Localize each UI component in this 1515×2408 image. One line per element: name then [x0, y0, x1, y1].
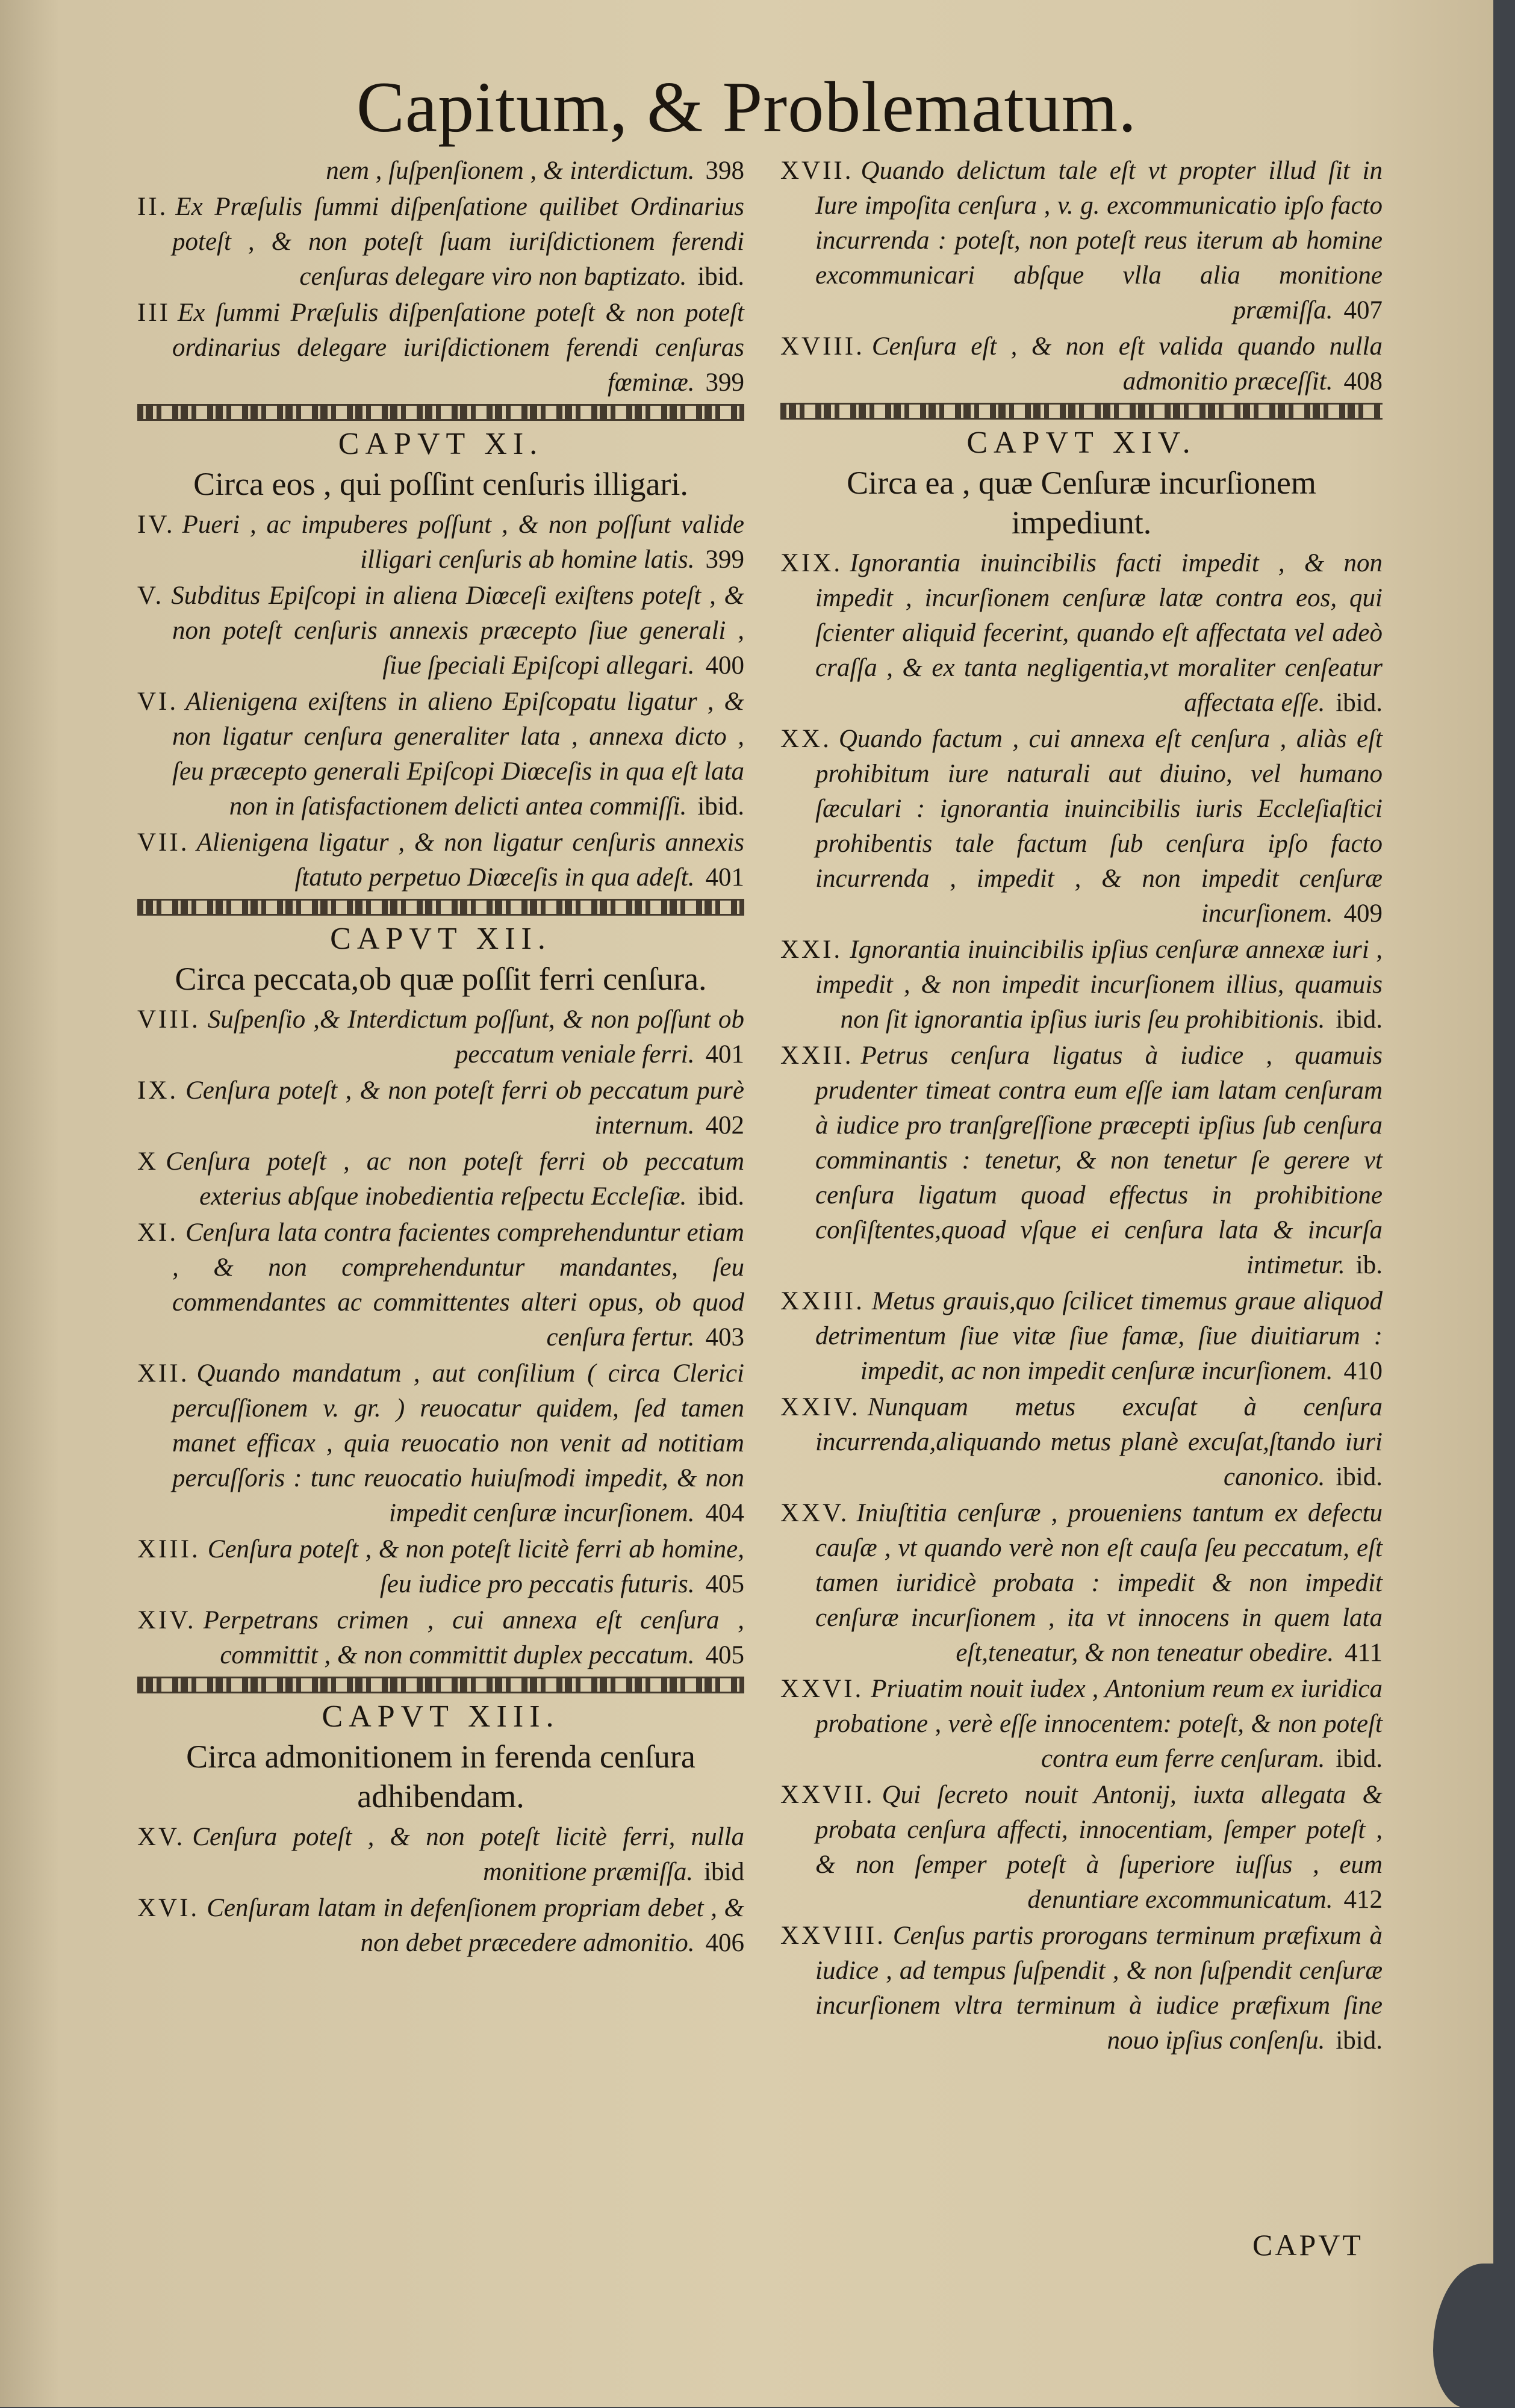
entry-number: XXIV.	[780, 1393, 860, 1421]
entry-text: Nunquam metus excuſat à cenſura incurrenda,aliquando metus planè excuſat,ſtando iuri canonico.	[815, 1393, 1383, 1491]
page-reference: 401	[705, 863, 744, 892]
entry-text: Cenſura lata contra facientes comprehenduntur etiam , & non comprehenduntur mandantes, ſeu commendantes ac committentes alteri opus, ob quod cenſura fertur.	[172, 1218, 744, 1351]
index-entry	[137, 825, 744, 895]
entry-text: Pueri , ac impuberes poſſunt , & non poſſunt valide illigari cenſuris ab homine latis.	[182, 510, 744, 574]
chapter-heading: Circa ea , quæ Cenſuræ incurſionem impediunt.	[847, 465, 1316, 541]
index-entry	[137, 1356, 744, 1531]
index-entry	[780, 1390, 1383, 1495]
entry-number: XII.	[137, 1359, 190, 1388]
index-entry	[137, 1215, 744, 1355]
index-entry	[137, 1532, 744, 1602]
index-entry	[137, 296, 744, 400]
entry-text: Iniuſtitia cenſuræ , proueniens tantum ex defectu cauſæ , vt quando verè non eſt cauſa ſeu peccatum, eſt tamen iuridicè probata : impedit & non impedit cenſuræ incurſionem , ita vt innocens in quem lata eſt,teneatur, & non teneatur obedire.	[815, 1499, 1383, 1667]
entry-text: Cenſura poteſt , & non poteſt ferri ob peccatum purè internum.	[185, 1076, 744, 1140]
entry-number: XV.	[137, 1823, 185, 1851]
index-entry	[780, 1919, 1383, 2058]
entry-text: Cenſura poteſt , & non poteſt licitè ferri, nulla monitione præmiſſa.	[192, 1823, 744, 1886]
index-entry	[780, 722, 1383, 931]
page-reference: 400	[705, 651, 744, 680]
entry-number: XXVI.	[780, 1675, 864, 1703]
entry-number: IV.	[137, 510, 175, 539]
index-entry	[137, 579, 744, 683]
entry-text: Ignorantia inuincibilis facti impedit , & non impedit , incurſionem cenſuræ latæ contra eos, qui ſcienter aliquid fecerint, quando eſt affectata vel adeò craſſa , & ex tanta negligentia,vt moraliter cenſeatur affectata eſſe.	[815, 549, 1383, 717]
entry-number: XIV.	[137, 1606, 196, 1634]
entry-text: Cenſus partis prorogans terminum præfixum à iudice , ad tempus ſuſpendit , & non ſuſpendit cenſuræ incurſionem vltra terminum à iudice præfixum ſine nouo ipſius conſenſu.	[815, 1922, 1383, 2055]
chapter-heading: Circa admonitionem in ferenda cenſura adhibendam.	[186, 1739, 695, 1814]
page-reference: 412	[1343, 1885, 1383, 1914]
index-entry	[137, 154, 744, 188]
entry-number: XXIII.	[780, 1287, 865, 1315]
page-reference: 408	[1343, 367, 1383, 396]
entry-text: Priuatim nouit iudex , Antonium reum ex iuridica probatione , verè eſſe innocentem: poteſt, & non poteſt contra eum ferre cenſuram.	[815, 1675, 1383, 1773]
page-reference: 407	[1343, 296, 1383, 324]
index-entry	[137, 1144, 744, 1214]
entry-text: Quando factum , cui annexa eſt cenſura , aliàs eſt prohibitum iure naturali aut diuino, vel humano ſæculari : ignorantia inuincibilis iuris Eccleſiaſtici prohibentis tale factum ſub cenſura ipſo facto incurrenda , impedit , & non impedit cenſuræ incurſionem.	[815, 725, 1383, 928]
page-reference: ibid.	[697, 792, 744, 821]
ornament-divider	[780, 403, 1383, 420]
page-reference: ibid.	[1336, 1005, 1383, 1034]
page-reference: 401	[705, 1040, 744, 1069]
page-reference: 409	[1343, 899, 1383, 928]
entry-text: Subditus Epiſcopi in aliena Diœceſi exiſtens poteſt , & non poteſt cenſuris annexis præcepto ſiue generali , ſiue ſpeciali Epiſcopi allegari.	[171, 582, 744, 680]
entry-number: XXVIII.	[780, 1922, 886, 1950]
entry-text: nem , ſuſpenſionem , & interdictum.	[326, 157, 695, 185]
chapter-heading: Circa peccata,ob quæ poſſit ferri cenſura.	[175, 961, 707, 997]
page-reference: 404	[705, 1499, 744, 1527]
entry-text: Alienigena ligatur , & non ligatur cenſuris annexis ſtatuto perpetuo Diœceſis in qua adeſt.	[196, 828, 744, 892]
page-reference: 402	[705, 1111, 744, 1140]
left-column	[137, 154, 744, 1962]
entry-number: XX.	[780, 725, 832, 753]
entry-text: Petrus cenſura ligatus à iudice , quamuis prudenter timeat contra eum eſſe iam latam cenſuram à iudice pro tranſgreſſione præcepti ipſius ſub cenſura comminantis : tenetur, & non tenetur ſe gerere vt cenſura ligatum quoad effectus in prohibitione conſiſtentes,quoad vſque ei cenſura lata & incurſa intimetur.	[815, 1041, 1383, 1279]
catchword: CAPVT	[1252, 2228, 1363, 2262]
index-entry	[137, 1073, 744, 1143]
entry-number: X	[137, 1147, 159, 1176]
entry-number: XXV.	[780, 1499, 850, 1527]
chapter-label: CAPVT XII.	[330, 922, 552, 956]
index-entry	[780, 546, 1383, 721]
entry-text: Quando delictum tale eſt vt propter illud ſit in Iure impoſita cenſura , v. g. excommunicatio ipſo facto incurrenda : poteſt, non poteſt reus iterum ab homine excommunicari abſque vlla alia monitione præmiſſa.	[815, 157, 1383, 324]
index-entry	[137, 190, 744, 294]
entry-text: Cenſura poteſt , & non poteſt licitè ferri ab homine, ſeu iudice pro peccatis futuris.	[207, 1535, 744, 1598]
ornament-divider	[137, 899, 744, 916]
entry-number: II.	[137, 193, 169, 221]
right-column	[780, 154, 1383, 2059]
chapter-heading: Circa eos , qui poſſint cenſuris illigari.	[193, 466, 688, 502]
index-entry	[137, 1820, 744, 1890]
entry-number: XXII.	[780, 1041, 854, 1070]
index-entry	[780, 1284, 1383, 1389]
entry-number: XXI.	[780, 936, 843, 964]
entry-text: Quando mandatum , aut conſilium ( circa Clerici percuſſionem v. gr. ) reuocatur quidem, ſed tamen manet efficax , quia reuocatio non venit ad notitiam percuſſoris : tunc reuocatio huiuſmodi impedit, & non impedit cenſuræ incurſionem.	[172, 1359, 744, 1527]
page-reference: 405	[705, 1641, 744, 1669]
page-reference: 406	[705, 1929, 744, 1957]
entry-text: Suſpenſio ,& Interdictum poſſunt, & non poſſunt ob peccatum veniale ferri.	[207, 1005, 744, 1069]
page-reference: 410	[1343, 1357, 1383, 1385]
index-entry	[780, 154, 1383, 328]
entry-text: Perpetrans crimen , cui annexa eſt cenſura , committit , & non committit duplex peccatum.	[203, 1606, 744, 1669]
index-entry	[137, 684, 744, 824]
entry-text: Metus grauis,quo ſcilicet timemus graue aliquod detrimentum ſiue vitæ ſiue famæ, ſiue diuitiarum : impedit, ac non impedit cenſuræ incurſionem.	[815, 1287, 1383, 1385]
page-reference: 399	[705, 368, 744, 397]
index-entry	[137, 1891, 744, 1961]
page-reference: ibid.	[697, 262, 744, 291]
index-entry	[780, 932, 1383, 1037]
entry-number: VII.	[137, 828, 190, 857]
page-reference: 403	[705, 1323, 744, 1351]
entry-text: Ex ſummi Præſulis diſpenſatione poteſt & non poteſt ordinarius delegare iuriſdictionem ferendi cenſuras fœminæ.	[172, 299, 744, 397]
page-reference: ib.	[1355, 1251, 1383, 1279]
entry-number: V.	[137, 582, 164, 610]
entry-number: VI.	[137, 687, 179, 716]
entry-text: Cenſura poteſt , ac non poteſt ferri ob peccatum exterius abſque inobedientia reſpectu Eccleſiæ.	[166, 1147, 744, 1211]
index-entry	[137, 1603, 744, 1673]
entry-text: Ex Præſulis ſummi diſpenſatione quilibet Ordinarius poteſt , & non poteſt ſuam iuriſdictionem ferendi cenſuras delegare viro non baptizato.	[172, 193, 744, 291]
page-reference: ibid.	[697, 1182, 744, 1211]
entry-number: XVII.	[780, 157, 854, 185]
chapter-label: CAPVT XIV.	[966, 426, 1196, 460]
entry-number: III	[137, 299, 170, 327]
ornament-divider	[137, 1677, 744, 1693]
page-reference: 398	[705, 157, 744, 185]
chapter-label: CAPVT XIII.	[322, 1699, 560, 1734]
page-reference: 405	[705, 1570, 744, 1598]
index-entry	[780, 1778, 1383, 1917]
entry-text: Ignorantia inuincibilis ipſius cenſuræ annexæ iuri , impedit , & non impedit incurſionem illius, quamuis non ſit ignorantia ipſius iuris ſeu prohibitionis.	[815, 936, 1383, 1034]
index-entry	[780, 1672, 1383, 1777]
entry-number: IX.	[137, 1076, 179, 1105]
entry-number: XVIII.	[780, 332, 865, 361]
entry-number: XXVII.	[780, 1781, 875, 1809]
page-reference: ibid	[704, 1858, 744, 1886]
page-reference: ibid.	[1336, 1463, 1383, 1491]
entry-number: XI.	[137, 1218, 179, 1247]
entry-text: Qui ſecreto nouit Antonij, iuxta allegata & probata cenſura affecti, innocentiam, ſemper poteſt , & non ſemper poteſt à ſuperiore iuſſus , eum denuntiare excommunicatum.	[815, 1781, 1383, 1914]
page-reference: 411	[1345, 1639, 1383, 1667]
page-reference: ibid.	[1336, 689, 1383, 717]
index-entry	[780, 329, 1383, 399]
index-entry	[137, 507, 744, 577]
index-entry	[780, 1496, 1383, 1671]
page-reference: 399	[705, 545, 744, 574]
entry-number: XVI.	[137, 1894, 200, 1922]
chapter-label: CAPVT XI.	[338, 427, 544, 461]
index-entry	[137, 1002, 744, 1072]
entry-number: XIII.	[137, 1535, 201, 1563]
entry-number: VIII.	[137, 1005, 201, 1034]
entry-text: Cenſuram latam in defenſionem propriam debet , & non debet præcedere admonitio.	[207, 1894, 744, 1957]
page-reference: ibid.	[1336, 1745, 1383, 1773]
page-reference: ibid.	[1336, 2026, 1383, 2055]
ornament-divider	[137, 404, 744, 421]
index-entry	[780, 1038, 1383, 1283]
entry-text: Alienigena exiſtens in alieno Epiſcopatu ligatur , & non ligatur cenſura generaliter lata , annexa dicto , ſeu præcepto generali Epiſcopi Diœceſis in qua eſt lata non in ſatisfactionem delicti antea commiſſi.	[172, 687, 744, 821]
entry-text: Cenſura eſt , & non eſt valida quando nulla admonitio præceſſit.	[871, 332, 1383, 396]
entry-number: XIX.	[780, 549, 843, 577]
page-title: Capitum, & Problematum.	[356, 67, 1137, 147]
